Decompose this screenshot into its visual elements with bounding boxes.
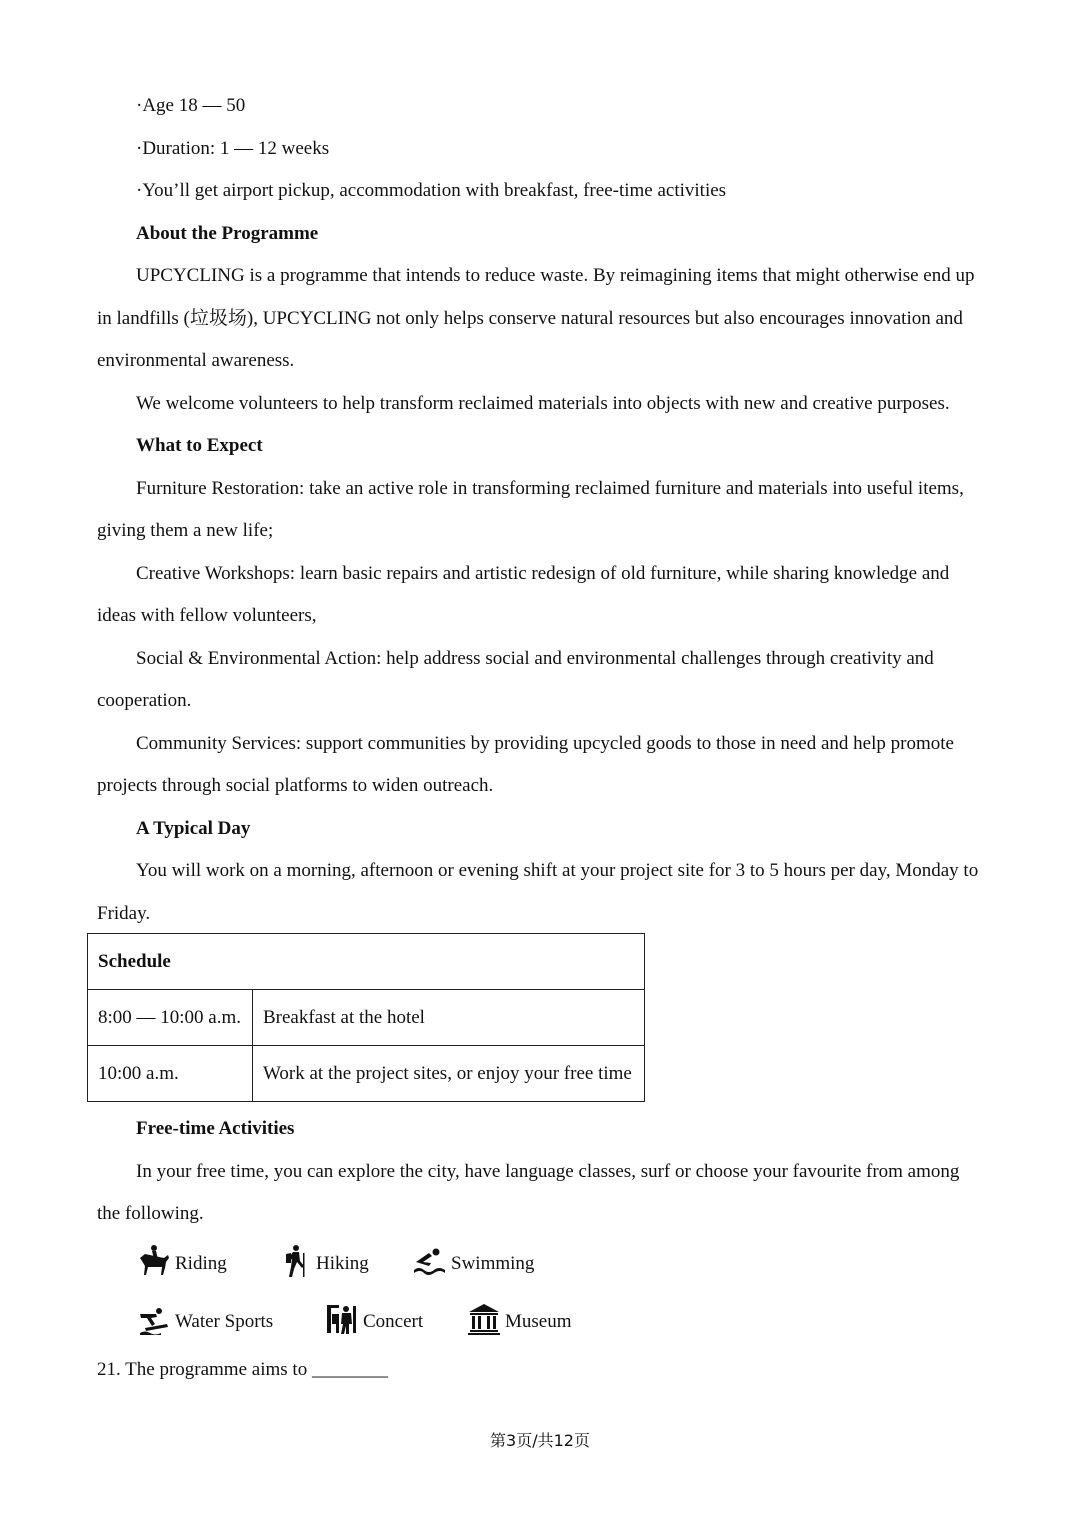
expect-item-line: Community Services: support communities by providing upcycled goods to those in need and help promote xyxy=(136,733,954,754)
activity-label: Museum xyxy=(505,1311,572,1332)
typical-day-line: You will work on a morning, afternoon or evening shift at your project site for 3 to 5 hours per day, Monday to xyxy=(136,860,979,881)
typical-day-heading: A Typical Day xyxy=(136,818,251,839)
activity-label: Hiking xyxy=(316,1253,369,1274)
bullet-duration: ·Duration: 1 — 12 weeks xyxy=(136,138,330,159)
expect-item-line: Social & Environmental Action: help address social and environmental challenges through creativity and xyxy=(136,648,934,669)
activity-water-sports xyxy=(137,1302,273,1342)
water-sports-icon xyxy=(137,1302,171,1342)
horse-riding-icon xyxy=(137,1244,171,1284)
schedule-time: 10:00 a.m. xyxy=(88,1046,253,1102)
schedule-activity: Breakfast at the hotel xyxy=(253,990,645,1046)
schedule-time: 8:00 — 10:00 a.m. xyxy=(88,990,253,1046)
activity-museum xyxy=(467,1302,572,1342)
concert-icon xyxy=(325,1302,359,1342)
page-number: 第3页/共12页 xyxy=(490,1431,590,1450)
activity-swimming xyxy=(413,1244,534,1284)
about-paragraph-line: in landfills (垃圾场), UPCYCLING not only helps conserve natural resources but also encourages innovation and xyxy=(97,308,963,329)
expect-item-line: Furniture Restoration: take an active role in transforming reclaimed furniture and materials into useful items, xyxy=(136,478,964,499)
bullet-age: ·Age 18 — 50 xyxy=(136,95,246,116)
expect-item-line: cooperation. xyxy=(97,690,192,711)
free-time-heading: Free-time Activities xyxy=(136,1118,295,1139)
table-row xyxy=(88,1046,645,1102)
schedule-table xyxy=(87,933,645,1102)
table-row xyxy=(88,990,645,1046)
table-row xyxy=(88,934,645,990)
welcome-paragraph: We welcome volunteers to help transform reclaimed materials into objects with new and creative purposes. xyxy=(136,393,950,414)
question-21: 21. The programme aims to ________ xyxy=(97,1359,388,1380)
activity-hiking xyxy=(278,1244,369,1284)
schedule-activity: Work at the project sites, or enjoy your free time xyxy=(253,1046,645,1102)
free-time-line: the following. xyxy=(97,1203,204,1224)
activity-label: Swimming xyxy=(451,1253,535,1274)
activity-riding xyxy=(137,1244,227,1284)
swimming-icon xyxy=(413,1244,447,1284)
museum-icon xyxy=(467,1302,501,1342)
activity-label: Concert xyxy=(363,1311,424,1332)
bullet-benefits: ·You’ll get airport pickup, accommodation with breakfast, free-time activities xyxy=(136,180,727,201)
expect-item-line: giving them a new life; xyxy=(97,520,274,541)
activity-label: Water Sports xyxy=(175,1311,274,1332)
expect-item-line: projects through social platforms to widen outreach. xyxy=(97,775,494,796)
expect-item-line: Creative Workshops: learn basic repairs and artistic redesign of old furniture, while sharing knowledge and xyxy=(136,563,950,584)
expect-heading: What to Expect xyxy=(136,435,263,456)
typical-day-line: Friday. xyxy=(97,903,151,924)
free-time-line: In your free time, you can explore the city, have language classes, surf or choose your favourite from among xyxy=(136,1161,960,1182)
about-heading: About the Programme xyxy=(136,223,319,244)
activity-concert xyxy=(325,1302,423,1342)
about-paragraph-line: environmental awareness. xyxy=(97,350,295,371)
about-paragraph-line: UPCYCLING is a programme that intends to reduce waste. By reimagining items that might otherwise end up xyxy=(136,265,975,286)
expect-item-line: ideas with fellow volunteers, xyxy=(97,605,317,626)
activity-label: Riding xyxy=(175,1253,227,1274)
hiking-icon xyxy=(278,1244,312,1284)
schedule-header: Schedule xyxy=(88,934,645,990)
